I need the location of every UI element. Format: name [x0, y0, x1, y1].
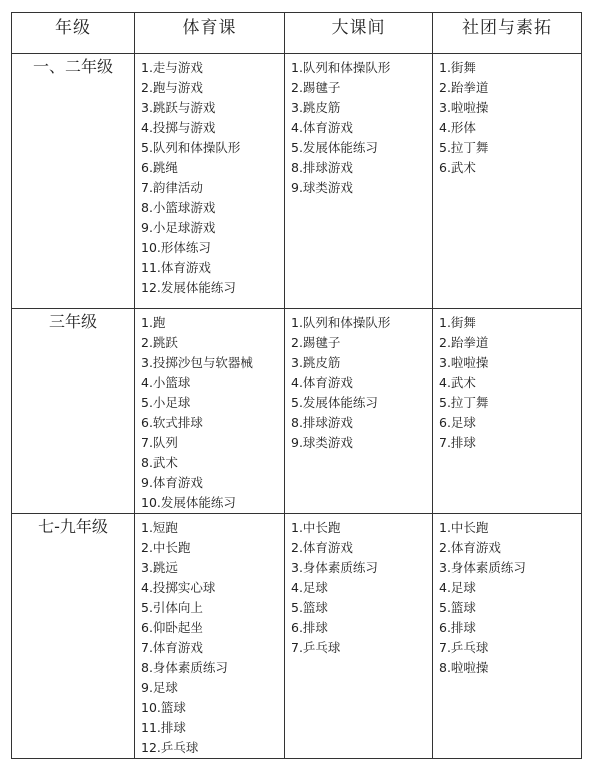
list-item: 12.发展体能练习: [141, 280, 236, 295]
list-item: 2.踢毽子: [291, 335, 341, 350]
list-item: 10.发展体能练习: [141, 495, 236, 510]
header-row: [12, 13, 582, 54]
grade-cell: 三年级: [12, 309, 135, 514]
list-item: 9.体育游戏: [141, 475, 203, 490]
list-item: 8.排球游戏: [291, 160, 353, 175]
list-item: 4.体育游戏: [291, 120, 353, 135]
list-item: 8.小篮球游戏: [141, 200, 216, 215]
list-item: 5.队列和体操队形: [141, 140, 241, 155]
list-item: 1.中长跑: [291, 520, 341, 535]
list-item: 1.队列和体操队形: [291, 60, 391, 75]
list-item: 1.中长跑: [439, 520, 489, 535]
list-item: 7.乒乓球: [439, 640, 489, 655]
list-item: 4.武术: [439, 375, 476, 390]
list-item: 9.小足球游戏: [141, 220, 216, 235]
list-item: 11.体育游戏: [141, 260, 211, 275]
list-item: 9.球类游戏: [291, 180, 353, 195]
list-item: 2.跆拳道: [439, 335, 489, 350]
list-item: 2.跑与游戏: [141, 80, 203, 95]
list-item: 6.跳绳: [141, 160, 178, 175]
list-item: 2.中长跑: [141, 540, 191, 555]
list-item: 10.篮球: [141, 700, 186, 715]
list-item: 6.排球: [439, 620, 476, 635]
list-item: 4.足球: [439, 580, 476, 595]
list-item: 3.身体素质练习: [291, 560, 378, 575]
list-item: 9.球类游戏: [291, 435, 353, 450]
list-item: 5.篮球: [439, 600, 476, 615]
clubs-list: [433, 54, 581, 178]
curriculum-table: [11, 12, 582, 759]
list-item: 5.发展体能练习: [291, 140, 378, 155]
list-item: 8.啦啦操: [439, 660, 489, 675]
list-item: 4.投掷与游戏: [141, 120, 216, 135]
list-item: 7.队列: [141, 435, 178, 450]
recess-cell: [285, 309, 433, 514]
recess-cell: [285, 54, 433, 309]
list-item: 7.排球: [439, 435, 476, 450]
list-item: 3.啦啦操: [439, 355, 489, 370]
list-item: 10.形体练习: [141, 240, 211, 255]
header-pe-class: 体育课: [135, 13, 285, 54]
list-item: 6.软式排球: [141, 415, 203, 430]
list-item: 4.小篮球: [141, 375, 191, 390]
list-item: 2.跳跃: [141, 335, 178, 350]
list-item: 4.足球: [291, 580, 328, 595]
list-item: 7.乒乓球: [291, 640, 341, 655]
list-item: 3.跳远: [141, 560, 178, 575]
list-item: 5.小足球: [141, 395, 191, 410]
list-item: 3.跳皮筋: [291, 100, 341, 115]
recess-list: [285, 514, 432, 658]
list-item: 4.投掷实心球: [141, 580, 216, 595]
list-item: 3.投掷沙包与软器械: [141, 355, 253, 370]
list-item: 11.排球: [141, 720, 186, 735]
list-item: 5.拉丁舞: [439, 395, 489, 410]
list-item: 7.韵律活动: [141, 180, 203, 195]
list-item: 1.街舞: [439, 60, 476, 75]
list-item: 5.拉丁舞: [439, 140, 489, 155]
list-item: 5.引体向上: [141, 600, 203, 615]
list-item: 6.武术: [439, 160, 476, 175]
list-item: 5.篮球: [291, 600, 328, 615]
list-item: 4.体育游戏: [291, 375, 353, 390]
header-recess: 大课间: [285, 13, 433, 54]
list-item: 4.形体: [439, 120, 476, 135]
list-item: 1.跑: [141, 315, 166, 330]
clubs-cell: [433, 514, 582, 759]
recess-cell: [285, 514, 433, 759]
list-item: 9.足球: [141, 680, 178, 695]
list-item: 2.体育游戏: [439, 540, 501, 555]
list-item: 1.短跑: [141, 520, 178, 535]
list-item: 7.体育游戏: [141, 640, 203, 655]
list-item: 6.足球: [439, 415, 476, 430]
recess-list: [285, 54, 432, 198]
pe-list: [135, 514, 284, 758]
list-item: 3.跳跃与游戏: [141, 100, 216, 115]
table-row: [12, 309, 582, 514]
list-item: 3.跳皮筋: [291, 355, 341, 370]
list-item: 3.啦啦操: [439, 100, 489, 115]
list-item: 6.仰卧起坐: [141, 620, 203, 635]
list-item: 1.走与游戏: [141, 60, 203, 75]
clubs-list: [433, 309, 581, 453]
list-item: 5.发展体能练习: [291, 395, 378, 410]
header-grade: 年级: [12, 13, 135, 54]
grade-cell: 一、二年级: [12, 54, 135, 309]
list-item: 2.体育游戏: [291, 540, 353, 555]
list-item: 8.武术: [141, 455, 178, 470]
grade-cell: 七-九年级: [12, 514, 135, 759]
clubs-cell: [433, 309, 582, 514]
list-item: 2.跆拳道: [439, 80, 489, 95]
list-item: 8.排球游戏: [291, 415, 353, 430]
pe-list: [135, 309, 284, 513]
list-item: 12.乒乓球: [141, 740, 199, 755]
pe-cell: [135, 514, 285, 759]
pe-cell: [135, 309, 285, 514]
list-item: 6.排球: [291, 620, 328, 635]
pe-cell: [135, 54, 285, 309]
list-item: 8.身体素质练习: [141, 660, 228, 675]
list-item: 1.队列和体操队形: [291, 315, 391, 330]
clubs-list: [433, 514, 581, 678]
header-clubs: 社团与素拓: [433, 13, 582, 54]
list-item: 2.踢毽子: [291, 80, 341, 95]
recess-list: [285, 309, 432, 453]
clubs-cell: [433, 54, 582, 309]
list-item: 1.街舞: [439, 315, 476, 330]
table-row: [12, 54, 582, 309]
pe-list: [135, 54, 284, 298]
table-row: [12, 514, 582, 759]
list-item: 3.身体素质练习: [439, 560, 526, 575]
